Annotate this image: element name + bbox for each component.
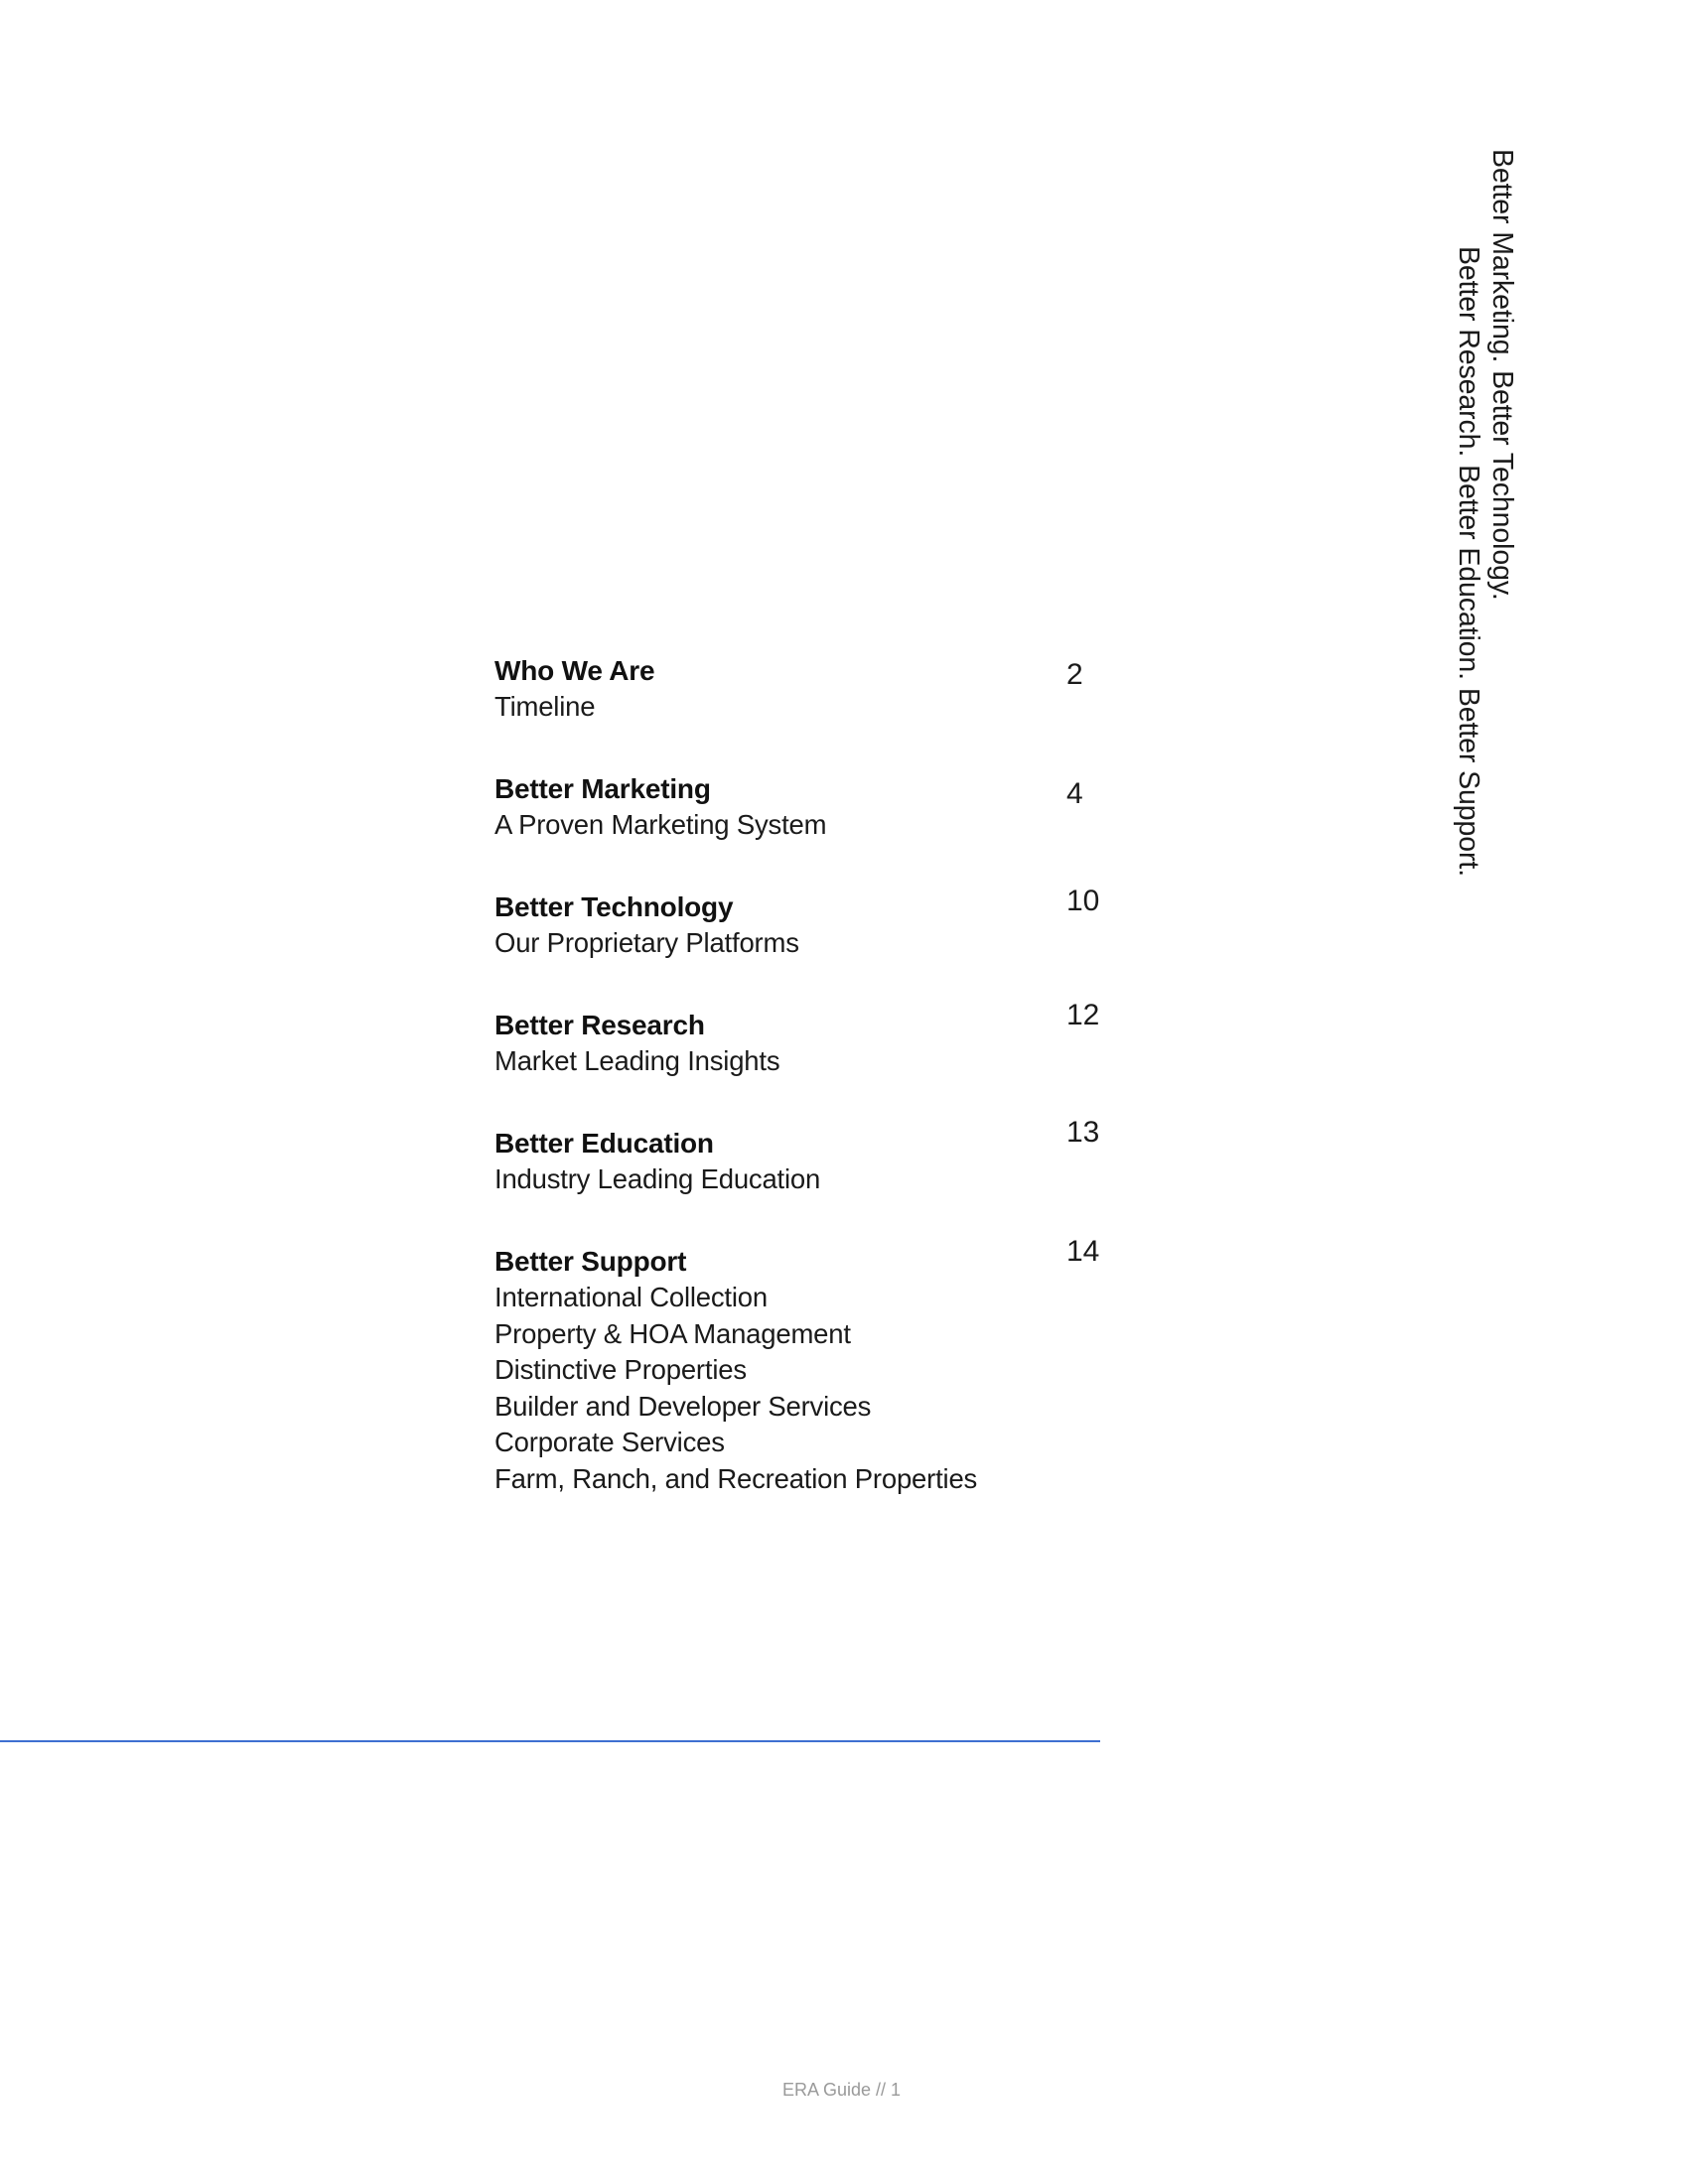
vertical-tagline xyxy=(1452,149,1519,877)
toc-subitem: Industry Leading Education xyxy=(494,1163,821,1194)
tagline-line-1: Better Marketing. Better Technology. xyxy=(1486,149,1518,601)
toc-subitem: International Collection xyxy=(494,1282,768,1312)
toc-subitem: Property & HOA Management xyxy=(494,1317,851,1349)
toc-heading: Better Technology xyxy=(494,891,734,922)
toc-heading: Better Research xyxy=(494,1010,705,1040)
toc-subitem: Corporate Services xyxy=(494,1427,725,1457)
toc-subitem: A Proven Marketing System xyxy=(494,809,827,840)
toc-page-number: 14 xyxy=(1066,1235,1100,1268)
toc-entry-better-support[interactable] xyxy=(494,1235,1110,1497)
toc-page-number: 12 xyxy=(1066,999,1100,1031)
toc-entry-better-technology[interactable] xyxy=(494,885,1110,962)
toc-subitem: Farm, Ranch, and Recreation Properties xyxy=(494,1462,978,1494)
toc-heading: Better Education xyxy=(494,1128,714,1159)
horizontal-rule xyxy=(0,1740,1100,1742)
toc-subitem: Timeline xyxy=(494,691,596,722)
toc-subitem: Market Leading Insights xyxy=(494,1045,780,1076)
toc-entry-better-research[interactable] xyxy=(494,999,1110,1080)
toc-heading: Better Marketing xyxy=(494,773,711,804)
toc-page-number: 2 xyxy=(1066,658,1083,691)
toc-subitem: Distinctive Properties xyxy=(494,1354,747,1385)
toc-heading: Better Support xyxy=(494,1246,687,1277)
toc-heading: Who We Are xyxy=(494,655,655,686)
toc-subitem: Builder and Developer Services xyxy=(494,1390,872,1422)
toc-page-number: 10 xyxy=(1066,885,1100,917)
page-footer: ERA Guide // 1 xyxy=(782,2080,902,2100)
toc-page-number: 4 xyxy=(1066,777,1083,810)
toc-subitem: Our Proprietary Platforms xyxy=(494,927,799,958)
toc-entry-who-we-are[interactable] xyxy=(494,653,1110,726)
toc-page-number: 13 xyxy=(1066,1116,1100,1149)
tagline-line-2: Better Research. Better Education. Better Support. xyxy=(1453,246,1484,878)
toc-entry-better-marketing[interactable] xyxy=(494,771,1110,844)
toc-entry-better-education[interactable] xyxy=(494,1116,1110,1198)
